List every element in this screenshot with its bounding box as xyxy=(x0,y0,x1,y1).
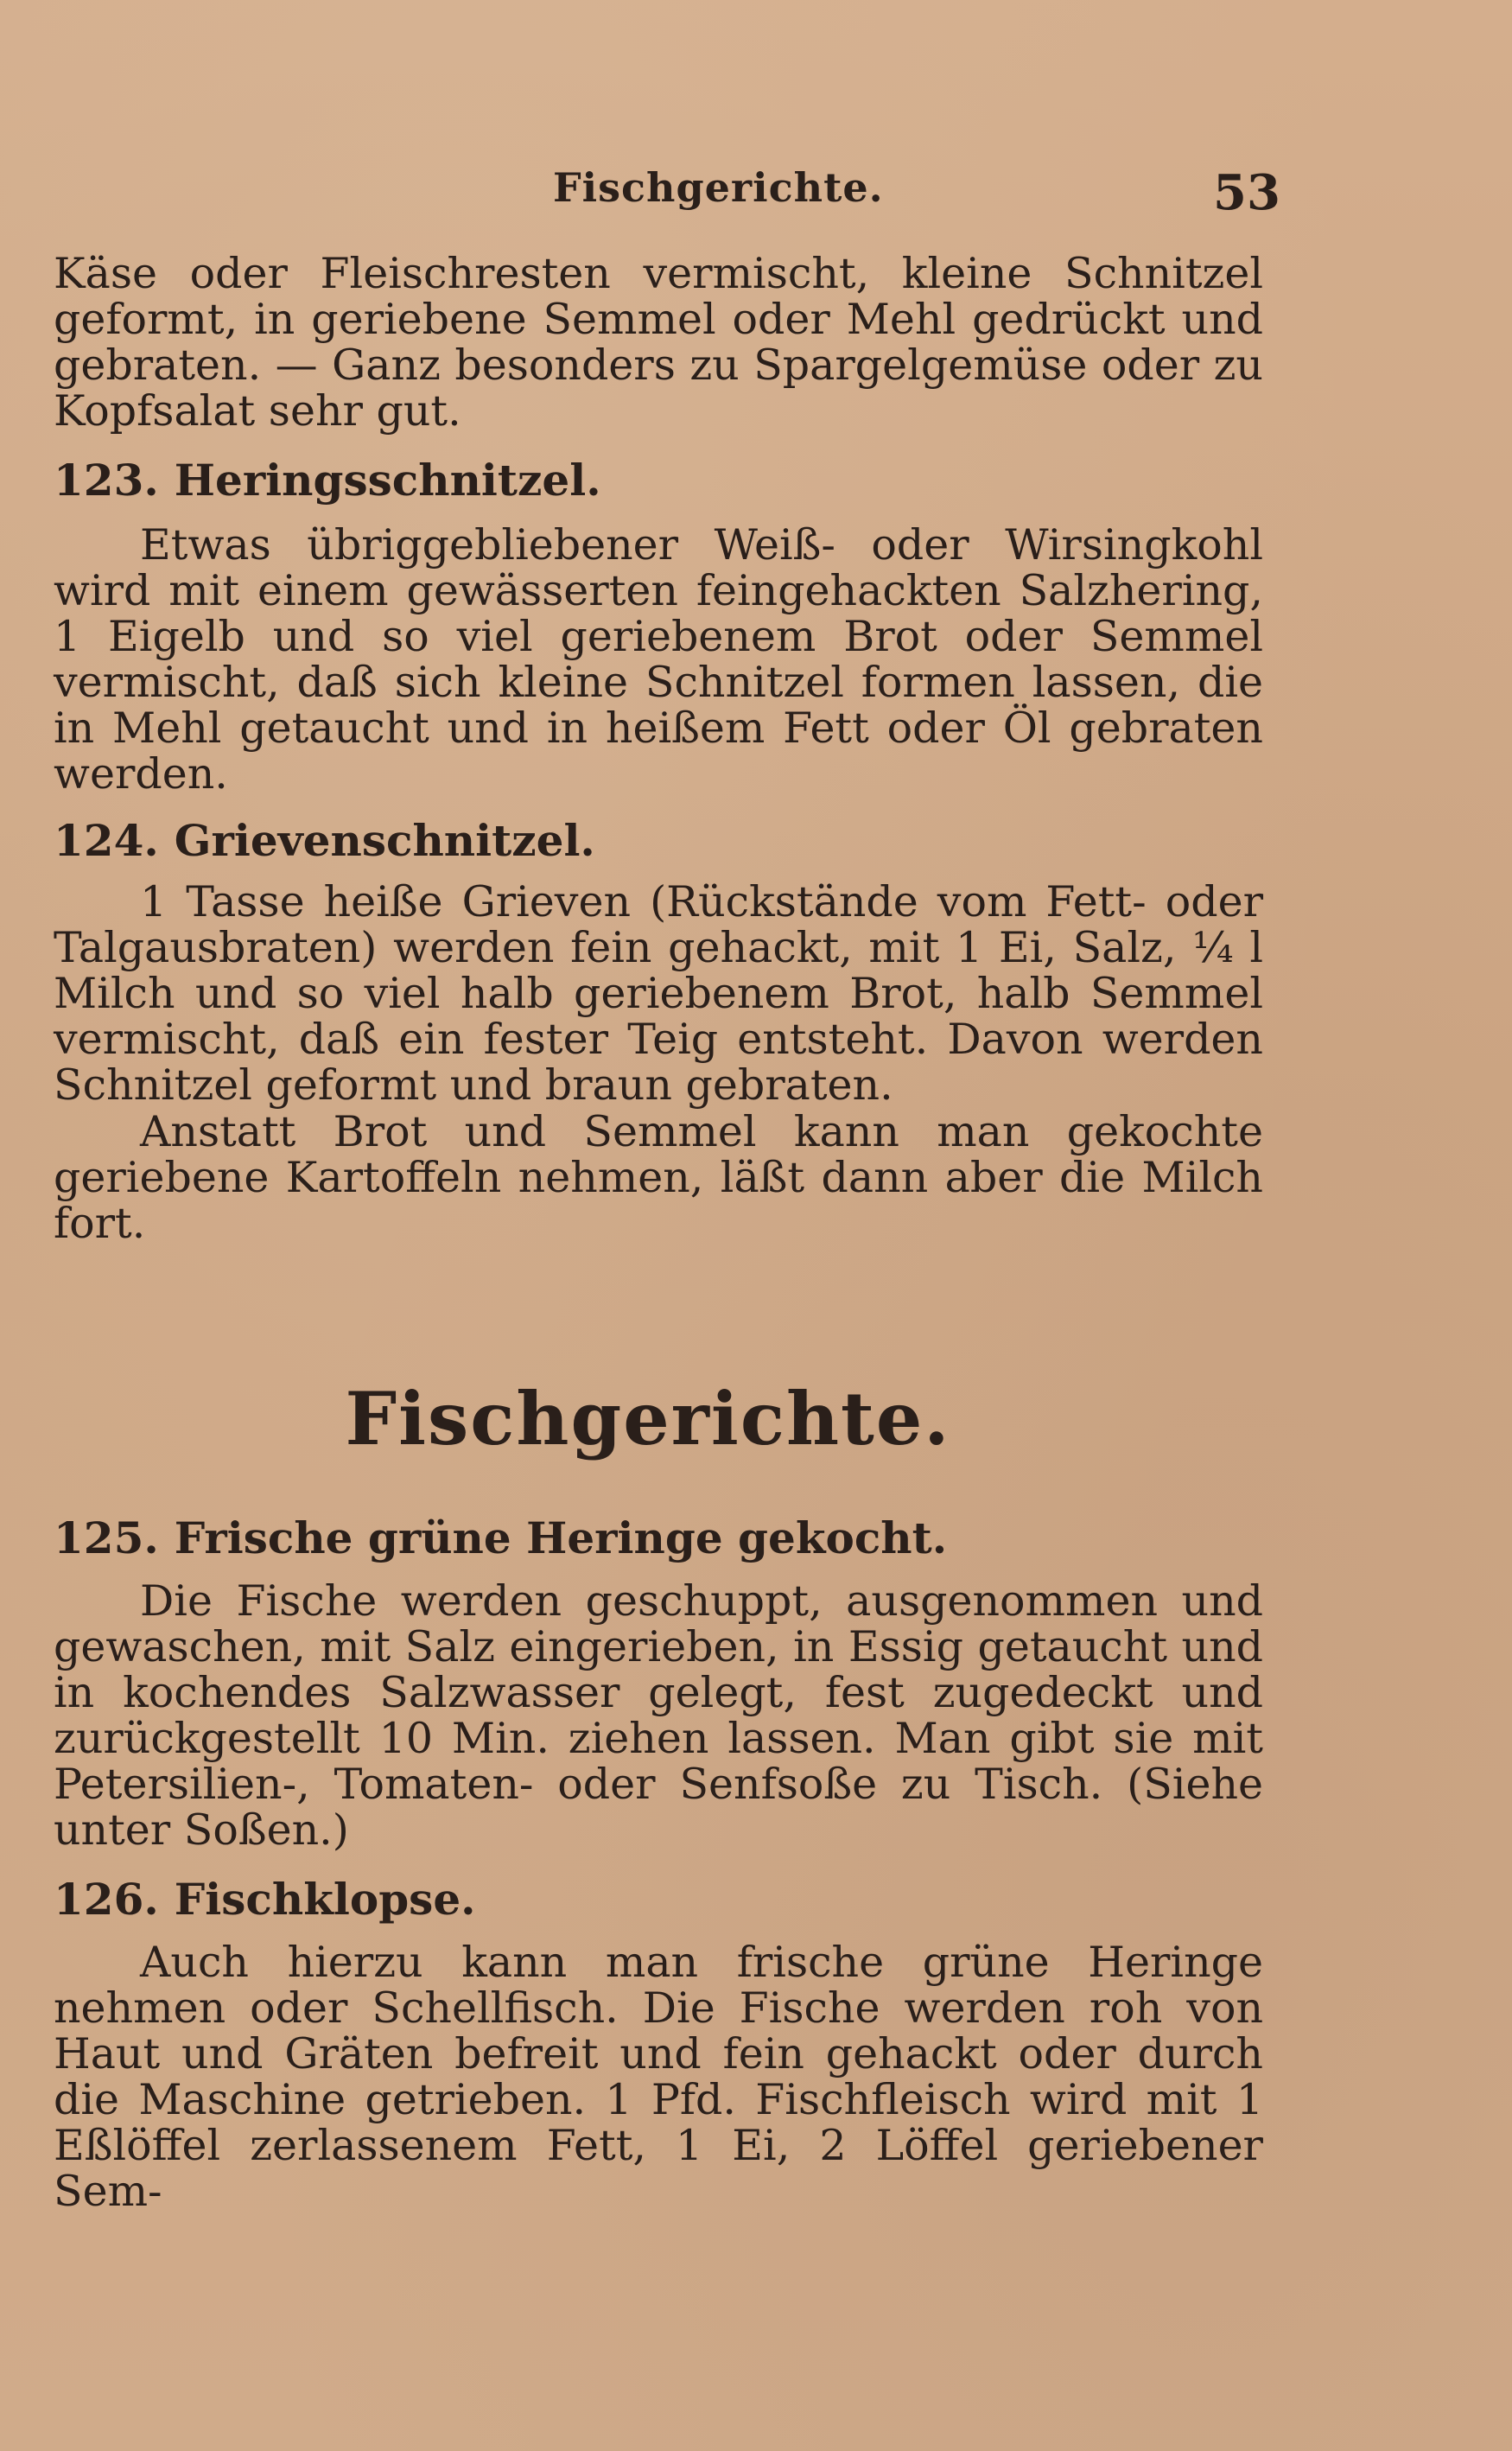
recipe-heading-124 xyxy=(54,817,595,865)
recipe-126-paragraph: Auch hierzu kann man frische grüne Heringe nehmen oder Schellfisch. Die Fische werden roh von Haut und Gräten befreit und fein gehackt oder durch die Maschine getrieben. 1 Pfd. Fischfleisch wird mit 1 Eßlöffel zerlassenem Fett, 1 Ei, 2 Löffel geriebener Sem- xyxy=(54,1938,1263,2216)
recipe-heading-123 xyxy=(54,456,601,505)
recipe-124-paragraph-2: Anstatt Brot und Semmel kann man gekochte geriebene Kartoffeln nehmen, läßt dann aber die Milch fort. xyxy=(54,1107,1263,1248)
running-head: Fischgerichte. xyxy=(553,164,884,211)
recipe-125-paragraph: Die Fische werden geschuppt, ausgenommen und gewaschen, mit Salz eingerieben, in Essig getaucht und in kochendes Salzwasser gelegt, fest zugedeckt und zurückgestellt 10 Min. ziehen lassen. Man gibt sie mit Petersilien-, Tomaten- oder Senfsoße zu Tisch. (Siehe unter Soßen.) xyxy=(54,1576,1263,1855)
recipe-title: Frische grüne Heringe gekocht. xyxy=(174,1512,948,1563)
recipe-number: 124. xyxy=(54,815,159,866)
recipe-heading-125 xyxy=(54,1514,947,1563)
recipe-title: Heringsschnitzel. xyxy=(174,455,601,506)
recipe-123-paragraph: Etwas übriggebliebener Weiß- oder Wirsingkohl wird mit einem gewässerten feingehackten Salzhering, 1 Eigelb und so viel geriebenem Brot oder Semmel vermischt, daß sich kleine Schnitzel formen lassen, die in Mehl getaucht und in heißem Fett oder Öl gebraten werden. xyxy=(54,520,1263,799)
recipe-124-paragraph-1: 1 Tasse heiße Grieven (Rückstände vom Fett- oder Talgausbraten) werden fein gehackt, mit 1 Ei, Salz, ¼ l Milch und so viel halb geriebenem Brot, halb Semmel vermischt, daß ein fester Teig entsteht. Davon werden Schnitzel geformt und braun gebraten. xyxy=(54,877,1263,1110)
intro-paragraph: Käse oder Fleischresten vermischt, kleine Schnitzel geformt, in geriebene Semmel oder Mehl gedrückt und gebraten. — Ganz besonders zu Spargelgemüse oder zu Kopfsalat sehr gut. xyxy=(54,249,1263,436)
recipe-heading-126 xyxy=(54,1875,476,1924)
section-title: Fischgerichte. xyxy=(345,1376,951,1461)
recipe-number: 125. xyxy=(54,1512,159,1563)
recipe-title: Grievenschnitzel. xyxy=(174,815,595,866)
recipe-number: 123. xyxy=(54,455,159,506)
page-header xyxy=(0,164,1512,225)
recipe-number: 126. xyxy=(54,1874,159,1925)
recipe-title: Fischklopse. xyxy=(174,1874,476,1925)
page-number: 53 xyxy=(1213,164,1280,221)
